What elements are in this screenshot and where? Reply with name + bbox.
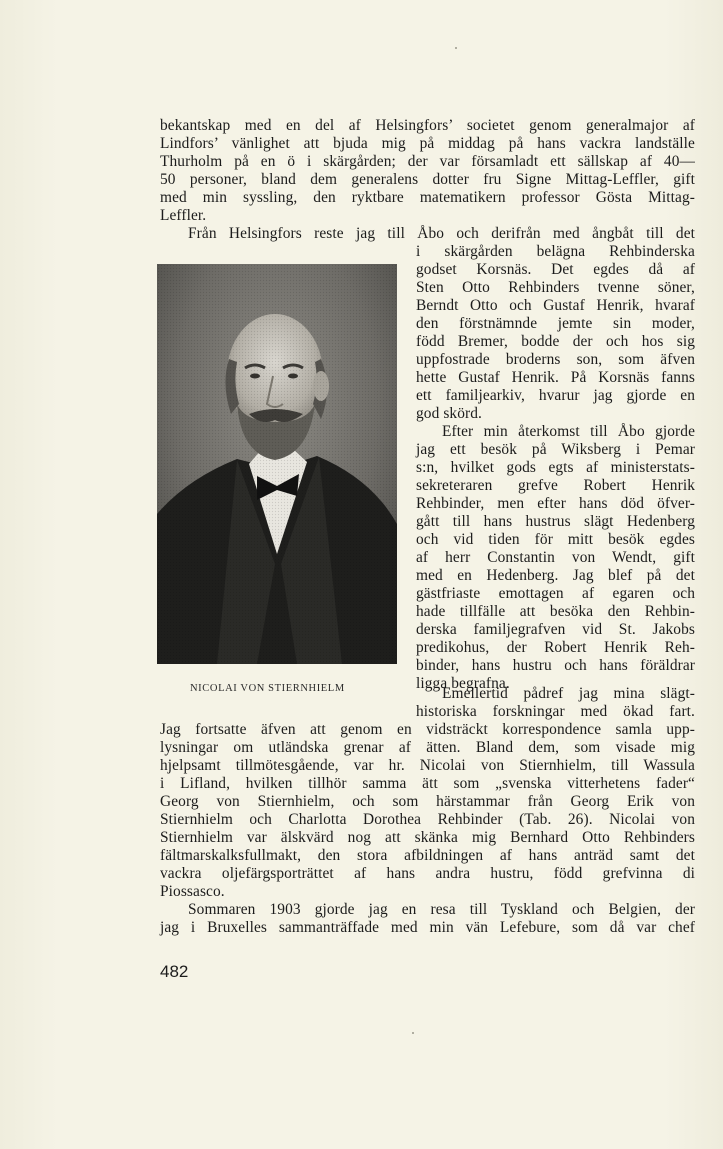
text-line: Leffler. <box>160 207 207 224</box>
text-line: Rehbinder, men efter hans död öfver- <box>416 495 695 512</box>
text-line: född Bremer, bodde der och hos sig <box>416 333 695 350</box>
text-line: 50 personer, bland dem generalens dotter fru Signe Mittag-Leffler, gift <box>160 171 695 188</box>
text-line: Jag fortsatte äfven att genom en vidsträckt korrespondence samla upp- <box>160 721 695 738</box>
text-line: i skärgården belägna Rehbinderska <box>416 243 695 260</box>
text-line: historiska forskningar med ökad fart. <box>416 703 695 720</box>
text-line: Stiernhielm och Charlotta Dorothea Rehbinder (Tab. 26). Nicolai von <box>160 811 695 828</box>
text-line: gästfriaste emottagen af egaren och <box>416 585 695 602</box>
text-line: derska familjegrafven vid St. Jakobs <box>416 621 695 638</box>
portrait-photo <box>157 264 397 664</box>
text-line: fältmarskalksfullmakt, den stora afbildningen af hans anträd samt det <box>160 847 695 864</box>
text-line: Sommaren 1903 gjorde jag en resa till Tyskland och Belgien, der <box>188 901 695 918</box>
portrait-caption: NICOLAI VON STIERNHIELM <box>190 683 345 694</box>
paper-speck <box>412 1032 414 1034</box>
page-number: 482 <box>160 962 189 981</box>
text-line: i Lifland, hvilken tillhör samma ätt som „svenska vitterhetens fader“ <box>160 775 695 792</box>
text-line: lysningar om utländska grenar af ätten. Bland dem, som visade mig <box>160 739 695 756</box>
text-line: ligga begrafna. <box>416 675 510 692</box>
text-line: Stiernhielm var älskvärd nog att skänka mig Bernhard Otto Rehbinders <box>160 829 695 846</box>
text-line: Piossasco. <box>160 883 225 900</box>
text-line: hjelpsamt tillmötesgående, var hr. Nicolai von Stiernhielm, till Wassula <box>160 757 695 774</box>
text-line: den förstnämnde jemte sin moder, <box>416 315 695 332</box>
text-line: predikohus, der Robert Henrik Reh- <box>416 639 695 656</box>
text-line: sekreteraren grefve Robert Henrik <box>416 477 695 494</box>
text-line: ett familjearkiv, hvarur jag gjorde en <box>416 387 695 404</box>
text-line: Från Helsingfors reste jag till Åbo och derifrån med ångbåt till det <box>188 225 695 242</box>
text-line: gått till hans hustrus slägt Hedenberg <box>416 513 695 530</box>
text-line: jag ett besök på Wiksberg i Pemar <box>416 441 695 458</box>
text-line: Efter min återkomst till Åbo gjorde <box>442 423 695 440</box>
text-line: Emellertid pådref jag mina slägt- <box>442 685 695 702</box>
text-line: god skörd. <box>416 405 482 422</box>
text-line: hade tillfälle att besöka den Rehbin- <box>416 603 695 620</box>
text-line: uppfostrade broderns son, som äfven <box>416 351 695 368</box>
text-line: binder, hans hustru och hans föräldrar <box>416 657 695 674</box>
text-line: Berndt Otto och Gustaf Henrik, hvaraf <box>416 297 695 314</box>
text-line: vackra oljefärgsporträttet af hans andra hustru, född grefvinna di <box>160 865 695 882</box>
text-line: med min syssling, den ryktbare matematikern professor Gösta Mittag- <box>160 189 695 206</box>
text-line: Thurholm på en ö i skärgården; der var församladt ett sällskap af 40— <box>160 153 695 170</box>
text-line: godset Korsnäs. Det egdes då af <box>416 261 695 278</box>
text-line: Lindfors’ vänlighet att bjuda mig på middag på hans vackra landställe <box>160 135 695 152</box>
text-line: Sten Otto Rehbinders tvenne söner, <box>416 279 695 296</box>
text-line: med en Hedenberg. Jag blef på det <box>416 567 695 584</box>
text-line: Georg von Stiernhielm, och som härstammar från Georg Erik von <box>160 793 695 810</box>
text-line: s:n, hvilket gods egts af ministerstats- <box>416 459 695 476</box>
paper-speck <box>455 47 457 49</box>
text-line: och vid tiden för mitt besök egdes <box>416 531 695 548</box>
text-line: bekantskap med en del af Helsingfors’ societet genom generalmajor af <box>160 117 695 134</box>
text-line: hette Gustaf Henrik. På Korsnäs fanns <box>416 369 695 386</box>
text-line: af herr Constantin von Wendt, gift <box>416 549 695 566</box>
text-line: jag i Bruxelles sammanträffade med min vän Lefebure, som då var chef <box>160 919 695 936</box>
